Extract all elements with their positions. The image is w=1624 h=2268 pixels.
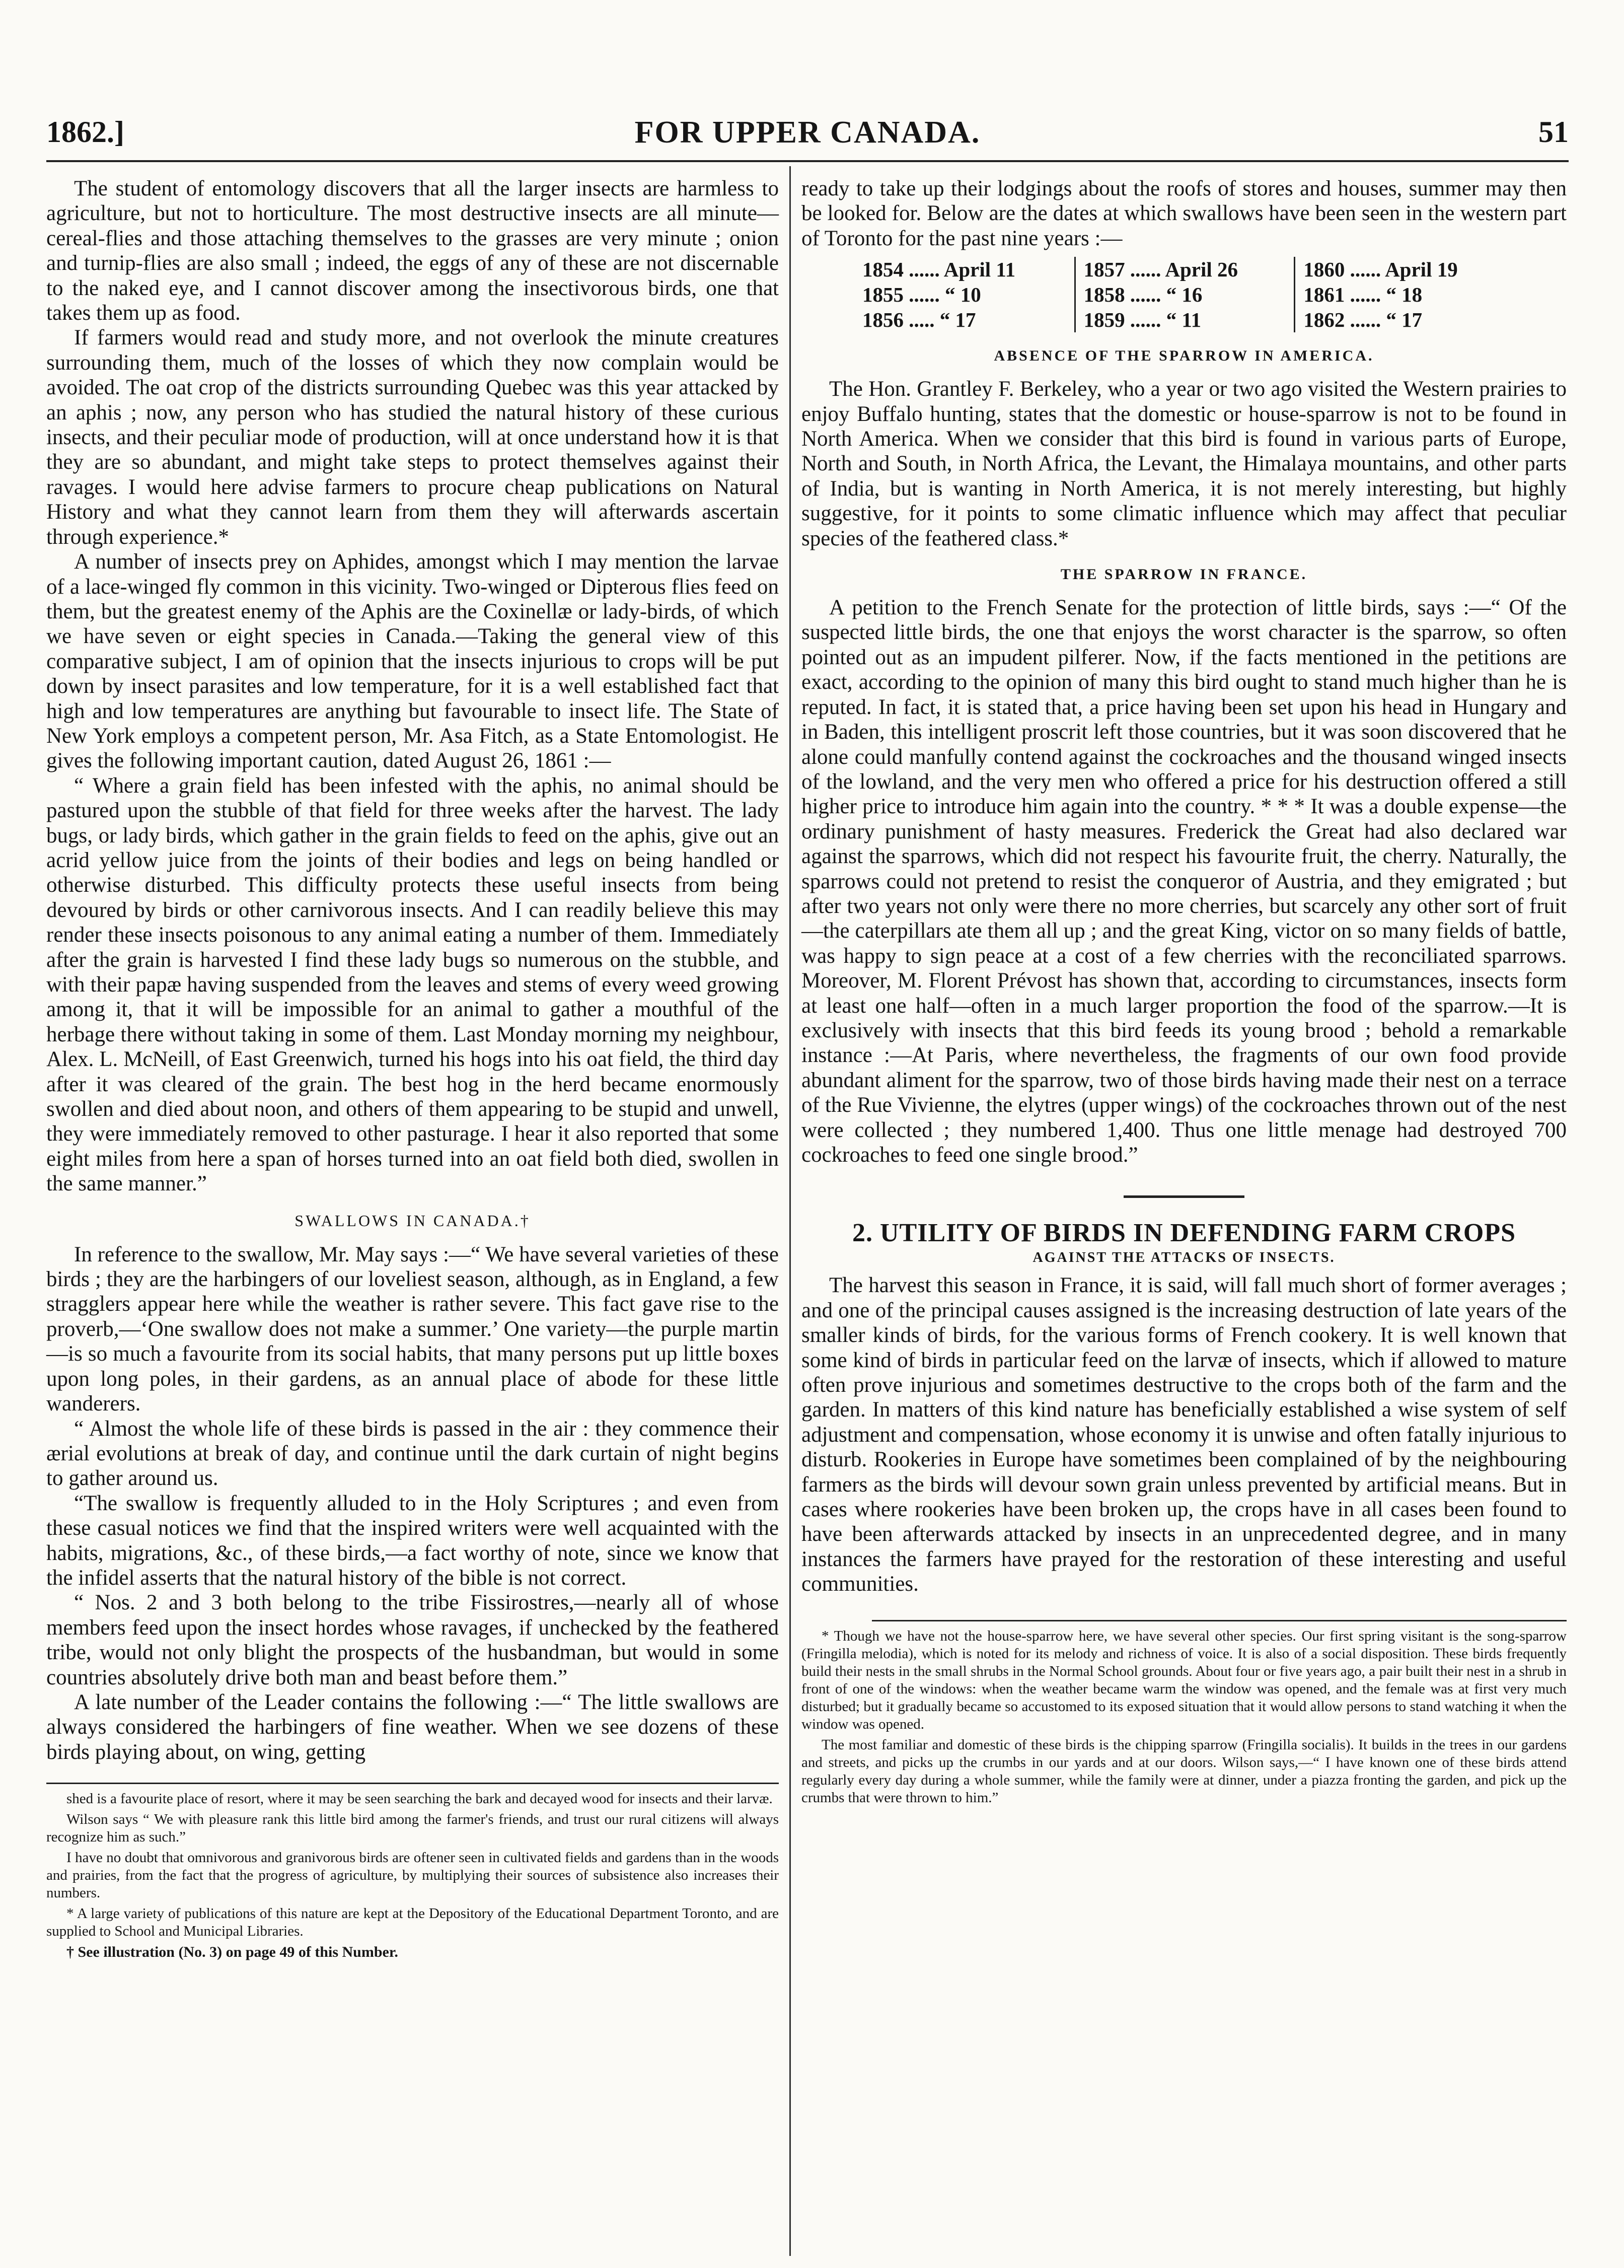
date-entry: 1854 ...... April 11 xyxy=(862,258,1016,281)
section-title: 2. UTILITY OF BIRDS IN DEFENDING FARM CROPS xyxy=(852,1219,1516,1248)
section-subtitle: AGAINST THE ATTACKS OF INSECTS. xyxy=(1032,1250,1336,1266)
footnote-wilson: Wilson says “ We with pleasure rank this little bird among the farmer's friends, and trust our rural citizens will always recognize him as such.” xyxy=(46,1811,779,1846)
footnote-rule xyxy=(872,1620,1567,1621)
paragraph-swallow-lodgings: ready to take up their lodgings about the roofs of stores and houses, summer may then be looked for. Below are the dates at which swallows have been seen in the western part of Toronto for the past nine years :— xyxy=(801,177,1567,250)
paragraph-aphides: A number of insects prey on Aphides, amongst which I may mention the larvae of a lace-winged fly common in this vicinity. Two-winged or Dipterous flies feed on them, but the greatest enemy of the Aphis are the Coxinellæ or lady-birds, of which we have seven or eight species in Canada.—Taking the general view of this comparative subject, I am of opinion that the insects injurious to crops will be put down by insect parasites and low temperature, for it is a well established fact that high and low temperatures are anything but favourable to insect life. The State of New York employs a competent person, Mr. Asa Fitch, as a State Entomologist. He gives the following important caution, dated August 26, 1861 :— xyxy=(46,550,779,773)
paragraph-sparrow-france: A petition to the French Senate for the protection of little birds, says :—“ Of the suspected little birds, the one that enjoys the worst character is the sparrow, so often pointed out as an impudent pilferer. Now, if the facts mentioned in the petitions are exact, according to the opinion of many this bird ought to stand much higher than he is reputed. In fact, it is stated that, a price having been set upon his head in Hungary and in Baden, this intelligent proscrit left those countries, but it was soon discovered that he alone could manfully contend against the cockroaches and the thousand winged insects of the lowland, and the very men who offered a price for his destruction offered a still higher price to introduce him again into the country. * * * It was a double expense—the ordinary punishment of hasty measures. Frederick the Great had also declared war against the sparrows, which did not respect his favourite fruit, the cherry. Naturally, the sparrows could not pretend to resist the conqueror of Austria, and they emigrated ; but after two years not only were there no more cherries, but scarcely any other sort of fruit—the caterpillars ate them all up ; and the great King, victor on so many fields of battle, was happy to sign peace at a cost of a few cherries with the reconciliated sparrows. Moreover, M. Florent Prévost has shown that, according to circumstances, insects form at least one half—often in a much larger proportion the food of the sparrow.—It is exclusively with insects that this bird feeds its young brood ; behold a remarkable instance :—At Paris, where nevertheless, the fragments of our own food provide abundant aliment for the sparrow, two of those birds having made their nest on a terrace of the Rue Vivienne, the elytres (upper wings) of the cockroaches thrown out of the nest were collected ; they numbered 1,400. Thus one little menage had destroyed 700 cockroaches to feed one single brood.” xyxy=(801,596,1567,1167)
footnote-publications: * A large variety of publications of this nature are kept at the Depository of the Educational Department Toronto, and are supplied to School and Municipal Libraries. xyxy=(46,1905,779,1940)
swallows-heading: SWALLOWS IN CANADA.† xyxy=(294,1211,531,1230)
right-footnotes xyxy=(801,1627,1567,1807)
date-entry: 1861 ...... “ 18 xyxy=(1303,283,1423,307)
date-entry: 1857 ...... April 26 xyxy=(1083,258,1238,281)
swallow-dates-table xyxy=(854,257,1514,332)
column-divider xyxy=(789,166,791,2256)
page-number: 51 xyxy=(1538,115,1569,149)
sparrow-france-heading: THE SPARROW IN FRANCE. xyxy=(1060,566,1308,583)
paragraph-entomology: The student of entomology discovers that all the larger insects are harmless to agriculture, but not to horticulture. The most destructive insects are all minute—cereal-flies and those attaching themselves to the grasses are very minute ; onion and turnip-flies are also small ; indeed, the eggs of any of these are not discernable to the naked eye, and I cannot discover among the insectivorous birds, one that takes them up as food. xyxy=(46,177,779,325)
paragraph-utility: The harvest this season in France, it is said, will fall much short of former averages ; and one of the principal causes assigned is the increasing destruction of late years of the smaller kinds of birds, for the various forms of French cookery. It is well known that some kind of birds in particular feed on the larvæ of insects, which if allowed to mature often prove injurious and sometimes destructive to the crops both of the farm and the garden. In matters of this kind nature has beneficially established a wise system of self adjustment and compensation, whose economy it is unwise and often fatally injurious to disturb. Rookeries in Europe have sometimes been complained of by the neighbouring farmers as the birds will devour sown grain unless prevented by artificial means. But in cases where rookeries have been broken up, the crops have in all cases been found to have been afterwards attacked by insects in an unprecedented degree, and in many instances the farmers have prayed for the restoration of these interesting and useful communities. xyxy=(801,1273,1567,1596)
paragraph-sparrow-america: The Hon. Grantley F. Berkeley, who a year or two ago visited the Western prairies to enjoy Buffalo hunting, states that the domestic or house-sparrow is not to be found in North America. When we consider that this bird is found in various parts of Europe, North and South, in North Africa, the Levant, the Himalaya mountains, and other parts of India, but is wanting in North America, it is not merely interesting, but highly suggestive, for it points to some climatic influence which may affect that peculiar species of the feathered class.* xyxy=(801,377,1567,550)
paragraph-swallow-fissirostres: “ Nos. 2 and 3 both belong to the tribe Fissirostres,—nearly all of whose members feed upon the insect hordes whose ravages, if unchecked by the feathered tribe, would not only blight the prospects of the husbandman, but would in some countries absolutely drive both man and beast before them.” xyxy=(46,1591,779,1689)
paragraph-swallow-scriptures: “The swallow is frequently alluded to in the Holy Scriptures ; and even from these casual notices we find that the inspired writers were well acquainted with the habits, migrations, &c., of these birds,—a fact worthy of note, since we know that the infidel asserts that the natural history of the bible is not correct. xyxy=(46,1491,779,1590)
date-entry: 1859 ...... “ 11 xyxy=(1083,308,1202,332)
date-entry: 1856 ..... “ 17 xyxy=(862,308,976,332)
dates-column-2 xyxy=(1074,257,1294,332)
dates-column-1 xyxy=(854,257,1074,332)
running-head xyxy=(46,115,1569,160)
header-rule xyxy=(46,160,1569,162)
date-entry: 1855 ...... “ 10 xyxy=(862,283,981,307)
paragraph-swallow-air: “ Almost the whole life of these birds is passed in the air : they commence their ærial evolutions at break of day, and continue until the dark curtain of night begins to gather around us. xyxy=(46,1416,779,1491)
header-year: 1862.] xyxy=(46,115,124,149)
date-entry: 1860 ...... April 19 xyxy=(1303,258,1458,281)
paragraph-swallow-leader: A late number of the Leader contains the following :—“ The little swallows are always considered the harbingers of fine weather. When we see dozens of these birds playing about, on wing, getting xyxy=(46,1690,779,1764)
left-footnotes xyxy=(46,1790,779,1961)
paragraph-farmers: If farmers would read and study more, and not overlook the minute creatures surrounding them, much of the losses of which they now complain would be avoided. The oat crop of the districts surrounding Quebec was this year attacked by an aphis ; now, any person who has studied the natural history of these curious insects, and their peculiar mode of production, will at once understand how it is that they are so abundant, and might take steps to protect themselves against their ravages. I would here advise farmers to procure cheap publications on Natural History and what they cannot learn from them they will afterwards ascertain through experience.* xyxy=(46,326,779,549)
paragraph-swallow-may: In reference to the swallow, Mr. May says :—“ We have several varieties of these birds ; they are the harbingers of our loveliest season, although, as in England, a few stragglers appear here while the weather is rather severe. This fact gave rise to the proverb,—‘One swallow does not make a summer.’ One variety—the purple martin—is so much a favourite from its social habits, that many persons put up little boxes upon long poles, in their gardens, as an annual place of abode for these little wanderers. xyxy=(46,1242,779,1416)
section-divider xyxy=(1124,1195,1244,1198)
footnote-illustration: † See illustration (No. 3) on page 49 of this Number. xyxy=(66,1944,398,1961)
left-column xyxy=(46,176,779,1961)
footnote-omnivorous: I have no doubt that omnivorous and granivorous birds are oftener seen in cultivated fields and gardens than in the woods and prairies, from the fact that the progress of agriculture, by multiplying their sources of subsistence also increases their numbers. xyxy=(46,1850,779,1901)
footnote-rule xyxy=(46,1783,779,1784)
paragraph-grain-field-quote: “ Where a grain field has been infested with the aphis, no animal should be pastured upon the stubble of that field for three weeks after the harvest. The lady bugs, or lady birds, which gather in the grain fields to feed on the aphis, give out an acrid yellow juice from the joints of their bodies and legs on being handled or otherwise disturbed. This difficulty protects these useful insects from being devoured by birds or other carnivorous insects. And I can readily believe this may render these insects poisonous to any animal eating a number of them. Immediately after the grain is harvested I find these lady bugs so numerous on the stubble, and with their papæ having suspended from the leaves and stems of every weed growing among it, that it will be impossible for an animal to gather a mouthful of the herbage there without taking in some of them. Last Monday morning my neighbour, Alex. L. McNeill, of East Greenwich, turned his hogs into his oat field, the third day after it was cleared of the grain. The best hog in the herd became enormously swollen and died about noon, and others of them appearing to be stupid and unwell, they were immediately removed to other pasturage. I hear it also reported that some eight miles from here a span of horses turned into an oat field both died, swollen in the same manner.” xyxy=(46,773,779,1196)
date-entry: 1858 ...... “ 16 xyxy=(1083,283,1203,307)
footnote-song-sparrow: * Though we have not the house-sparrow here, we have several other species. Our first spring visitant is the song-sparrow (Fringilla melodia), which is noted for its melody and richness of voice. It is also of a social disposition. These birds frequently build their nests in the small shrubs in the Normal School grounds. About four or five years ago, a pair built their nest in a shrub in front of one of the windows: when the weather became warm the window was opened, and the female was at first very much disturbed; but it gradually became so accustomed to its exposed situation that it would allow persons to stand watching it when the window was opened. xyxy=(801,1627,1567,1732)
header-title: FOR UPPER CANADA. xyxy=(634,115,981,150)
right-column xyxy=(801,176,1567,1807)
sparrow-america-heading: ABSENCE OF THE SPARROW IN AMERICA. xyxy=(994,347,1374,365)
footnote-shed: shed is a favourite place of resort, where it may be seen searching the bark and decayed wood for insects and their larvæ. xyxy=(66,1791,773,1807)
date-entry: 1862 ...... “ 17 xyxy=(1303,308,1423,332)
dates-column-3 xyxy=(1294,257,1514,332)
footnote-chipping-sparrow: The most familiar and domestic of these birds is the chipping sparrow (Fringilla socialis). It builds in the trees in our gardens and streets, and picks up the crumbs in our yards and at our doors. Wilson says,—“ I have known one of these birds attend regularly every day during a whole summer, while the family were at dinner, under a piazza fronting the garden, and pick up the crumbs that were thrown to him.” xyxy=(801,1736,1567,1806)
